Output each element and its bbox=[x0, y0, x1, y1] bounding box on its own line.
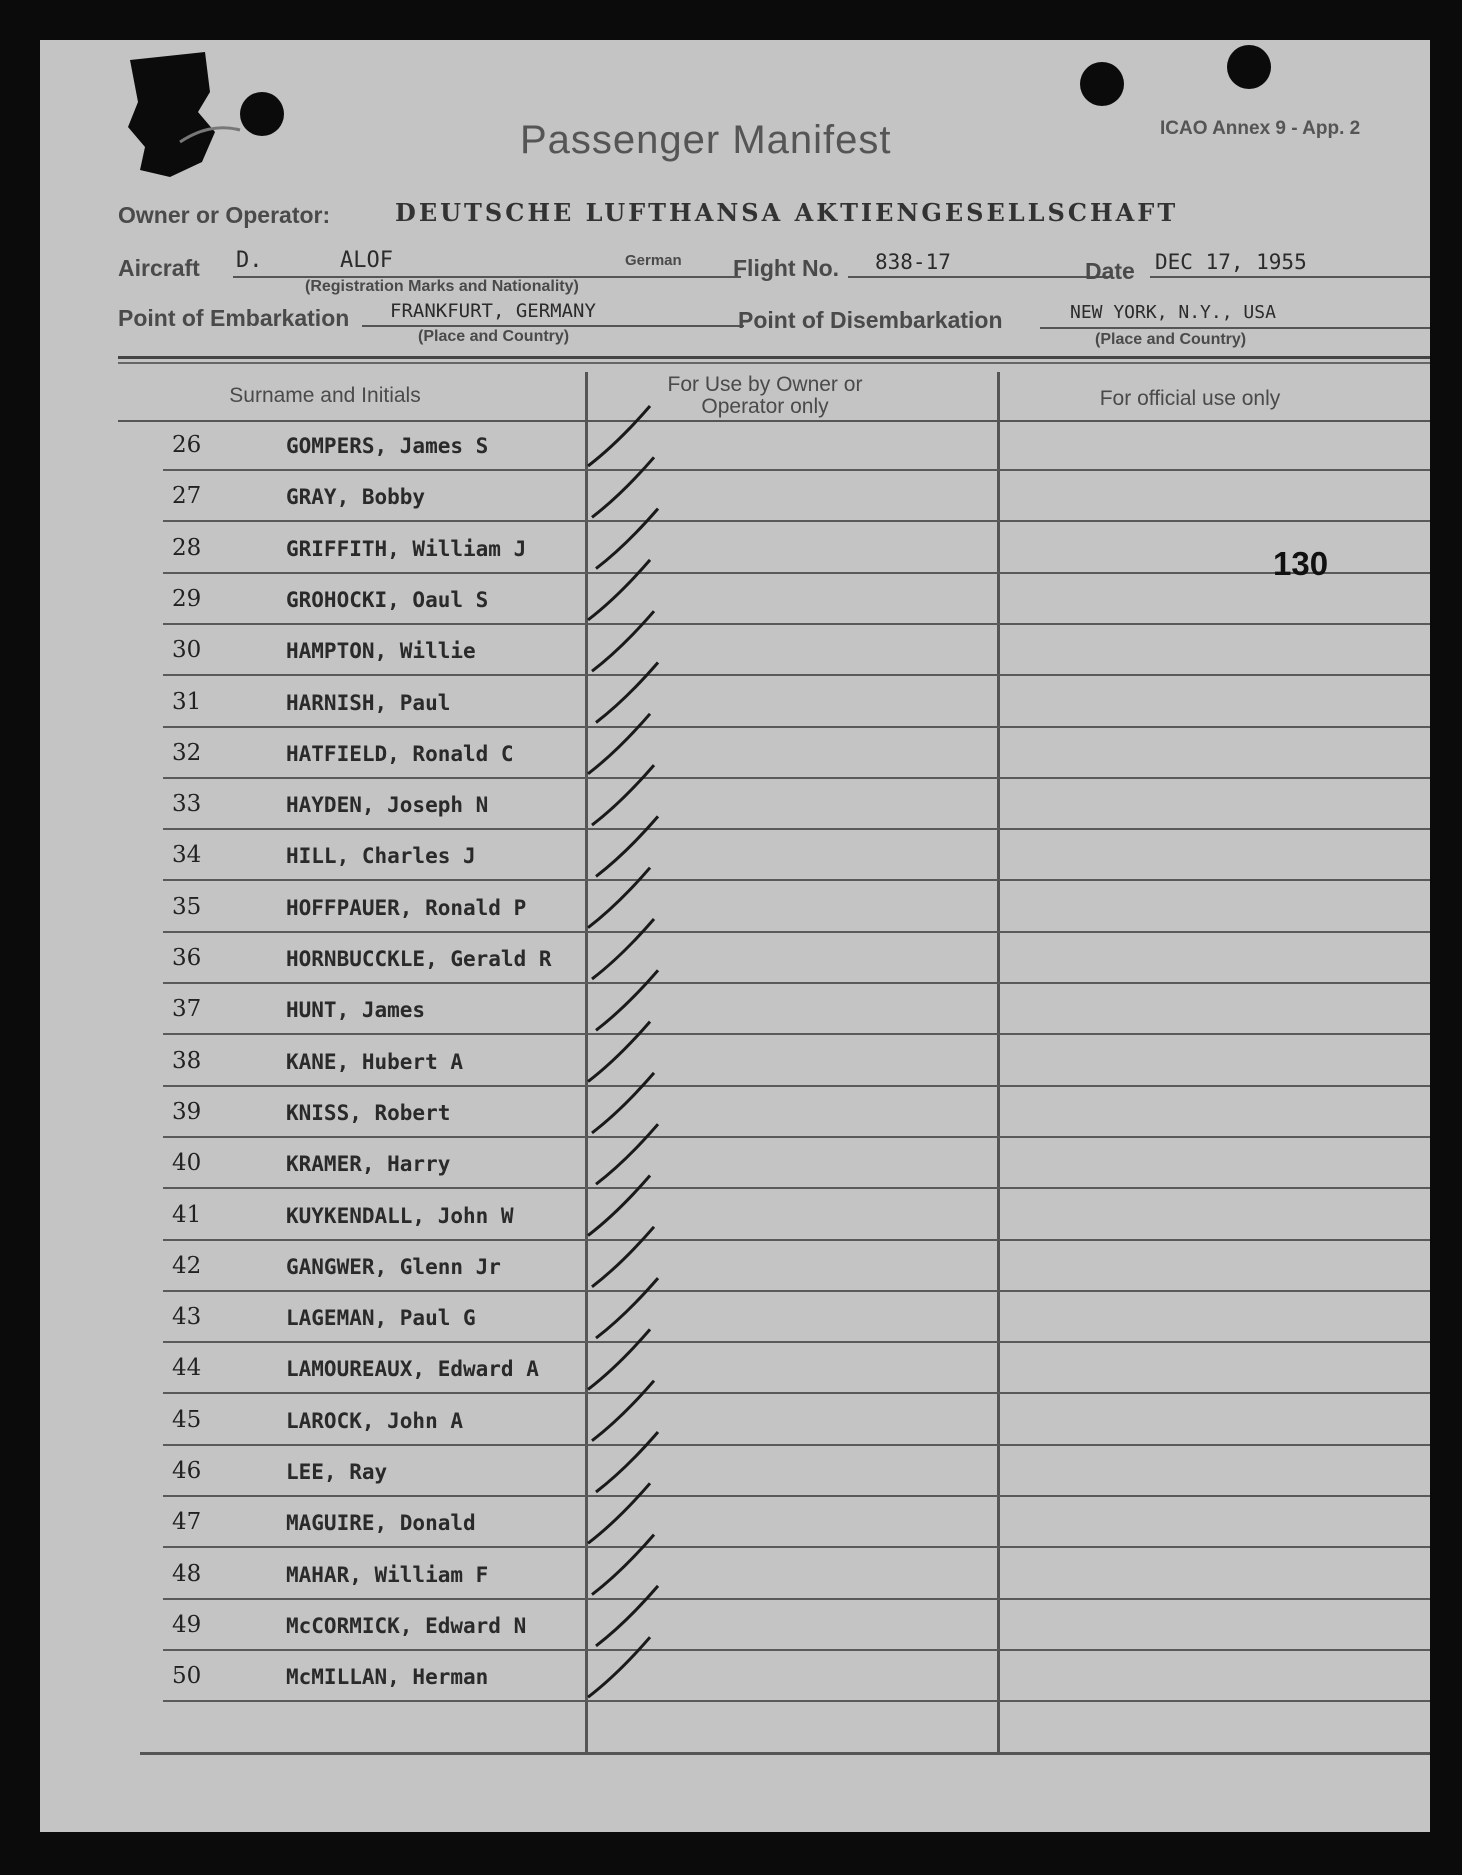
row-number: 27 bbox=[172, 483, 202, 510]
document-title: Passenger Manifest bbox=[520, 118, 892, 162]
aircraft-prefix: D. bbox=[236, 248, 263, 273]
row-number: 35 bbox=[172, 893, 202, 920]
passenger-name: MAHAR, William F bbox=[286, 1562, 489, 1587]
passenger-name: McCORMICK, Edward N bbox=[286, 1613, 527, 1638]
check-mark bbox=[592, 765, 654, 825]
check-mark bbox=[592, 457, 654, 517]
passenger-name: GOMPERS, James S bbox=[286, 434, 489, 458]
passenger-name: LAMOUREAUX, Edward A bbox=[286, 1357, 539, 1382]
official-stamp-number: 130 bbox=[1273, 545, 1329, 582]
passenger-name: KANE, Hubert A bbox=[286, 1049, 464, 1074]
row-number: 41 bbox=[172, 1201, 202, 1228]
row-number: 42 bbox=[172, 1252, 202, 1279]
row-number: 50 bbox=[172, 1663, 202, 1690]
passenger-name: LEE, Ray bbox=[286, 1460, 388, 1484]
row-number: 45 bbox=[172, 1406, 202, 1433]
check-mark bbox=[592, 611, 654, 671]
passenger-name: HARNISH, Paul bbox=[286, 690, 451, 715]
disembarkation-caption: (Place and Country) bbox=[1095, 331, 1247, 348]
passenger-name: HATFIELD, Ronald C bbox=[286, 741, 514, 766]
passenger-name: GRIFFITH, William J bbox=[286, 536, 527, 561]
passenger-name: GRAY, Bobby bbox=[286, 485, 426, 510]
operator-check-marks bbox=[40, 40, 1430, 1832]
disembarkation-label: Point of Disembarkation bbox=[738, 307, 1003, 333]
row-number: 49 bbox=[172, 1611, 202, 1638]
icao-reference: ICAO Annex 9 - App. 2 bbox=[1160, 118, 1361, 139]
passenger-name: LAROCK, John A bbox=[286, 1408, 464, 1433]
check-mark bbox=[592, 1381, 654, 1441]
row-number: 31 bbox=[172, 688, 202, 715]
passenger-name: HAMPTON, Willie bbox=[286, 639, 476, 664]
passenger-name: KNISS, Robert bbox=[286, 1100, 451, 1125]
embarkation-caption: (Place and Country) bbox=[418, 328, 570, 345]
row-number: 43 bbox=[172, 1304, 202, 1331]
passenger-name: HAYDEN, Joseph N bbox=[286, 793, 489, 818]
aircraft-label: Aircraft bbox=[118, 255, 200, 281]
row-number: 38 bbox=[172, 1047, 202, 1074]
disembarkation-value: NEW YORK, N.Y., USA bbox=[1070, 302, 1276, 323]
row-number: 37 bbox=[172, 996, 202, 1023]
aircraft-nationality: German bbox=[625, 252, 682, 269]
row-number: 39 bbox=[172, 1098, 202, 1125]
owner-value: DEUTSCHE LUFTHANSA AKTIENGESELLSCHAFT bbox=[395, 198, 1179, 227]
row-number: 47 bbox=[172, 1509, 202, 1536]
check-mark bbox=[592, 919, 654, 979]
flight-number: 838-17 bbox=[875, 250, 951, 274]
check-mark bbox=[592, 1227, 654, 1287]
check-mark bbox=[592, 1073, 654, 1133]
passenger-name: HILL, Charles J bbox=[286, 844, 476, 869]
passenger-name: HOFFPAUER, Ronald P bbox=[286, 895, 527, 920]
row-number: 46 bbox=[172, 1458, 202, 1484]
passenger-name: KRAMER, Harry bbox=[286, 1152, 451, 1177]
manifest-page bbox=[40, 40, 1430, 1832]
embarkation-label: Point of Embarkation bbox=[118, 305, 350, 331]
row-number: 36 bbox=[172, 945, 202, 971]
row-number: 30 bbox=[172, 637, 202, 664]
passenger-name: KUYKENDALL, John W bbox=[286, 1203, 514, 1228]
header-operator: For Use by Owner or Operator only bbox=[667, 373, 863, 418]
owner-label: Owner or Operator: bbox=[118, 202, 331, 228]
embarkation-value: FRANKFURT, GERMANY bbox=[390, 300, 596, 322]
aircraft-caption: (Registration Marks and Nationality) bbox=[305, 278, 579, 295]
passenger-name: MAGUIRE, Donald bbox=[286, 1511, 476, 1536]
row-number: 28 bbox=[172, 534, 202, 561]
flight-label: Flight No. bbox=[733, 255, 840, 281]
row-number: 29 bbox=[172, 585, 202, 612]
row-number: 34 bbox=[172, 842, 202, 869]
passenger-name: HUNT, James bbox=[286, 998, 426, 1023]
check-mark bbox=[592, 1535, 654, 1595]
passenger-name: GANGWER, Glenn Jr bbox=[286, 1254, 501, 1279]
row-number: 48 bbox=[172, 1560, 202, 1587]
passenger-name: GROHOCKI, Oaul S bbox=[286, 587, 489, 612]
date-value: DEC 17, 1955 bbox=[1155, 250, 1307, 274]
table-bottom-rule bbox=[140, 1752, 1430, 1755]
date-label: Date bbox=[1085, 258, 1135, 284]
check-mark bbox=[588, 406, 650, 466]
passenger-name: HORNBUCCKLE, Gerald R bbox=[286, 947, 552, 971]
passenger-name: McMILLAN, Herman bbox=[286, 1665, 489, 1690]
row-number: 33 bbox=[172, 791, 202, 818]
passenger-name: LAGEMAN, Paul G bbox=[286, 1306, 476, 1331]
row-number: 40 bbox=[172, 1150, 202, 1177]
row-number: 32 bbox=[172, 739, 202, 766]
header-surname: Surname and Initials bbox=[229, 384, 421, 407]
row-number: 44 bbox=[172, 1355, 202, 1382]
row-number: 26 bbox=[172, 432, 202, 458]
header-official: For official use only bbox=[1099, 387, 1281, 410]
aircraft-registration: ALOF bbox=[340, 248, 393, 273]
